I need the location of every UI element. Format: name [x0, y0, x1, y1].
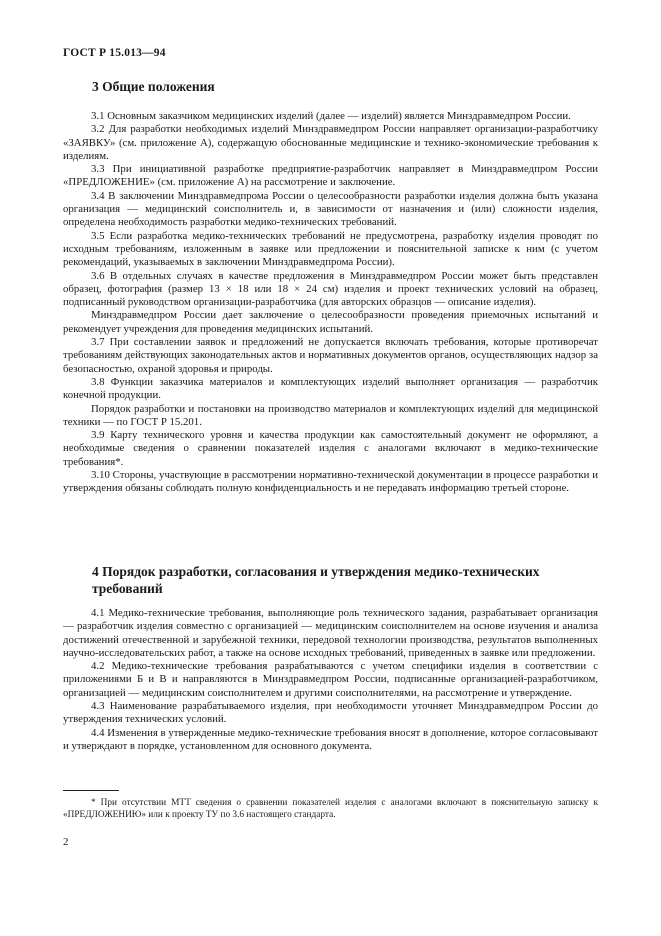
paragraph-3-4: 3.4 В заключении Минздравмедпрома России о целесообразности разработки изделия должна быть указана организация — медицинский соисполнитель и, в зависимости от назначения и (или) сложности изделия, определена необходимость разработки медико-технических требований. [63, 189, 598, 229]
paragraph-3-8: 3.8 Функции заказчика материалов и комплектующих изделий выполняет организация — разработчик конечной продукции. [63, 375, 598, 402]
paragraph-3-3: 3.3 При инициативной разработке предприятие-разработчик направляет в Минздравмедпром России «ПРЕДЛОЖЕНИЕ» (см. приложение А) на рассмотрение и заключение. [63, 163, 598, 189]
paragraph-4-3: 4.3 Наименование разрабатываемого изделия, при необходимости уточняет Минздравмедпром России до утверждения технических условий. [63, 700, 598, 726]
paragraph-3-6: 3.6 В отдельных случаях в качестве предложения в Минздравмедпром России может быть представлен образец, фотография (размер 13 × 18 или 18 × 24 см) изделия и проект технических условий на образец, подписанный руководством организации-разработчика (для авторских образцов — описание изделия). [63, 269, 598, 309]
paragraph-3-8-cont: Порядок разработки и постановки на производство материалов и комплектующих изделий для медицинской техники — по ГОСТ Р 15.201. [63, 402, 598, 428]
section-4-body [63, 607, 598, 753]
section-3-title: 3 Общие положения [92, 79, 215, 94]
paragraph-3-9: 3.9 Карту технического уровня и качества продукции как самостоятельный документ не оформляют, а необходимые сведения о сравнении показателей изделия с аналогами включают в медико-технические требования*. [63, 429, 598, 468]
paragraph-3-2: 3.2 Для разработки необходимых изделий Минздравмедпром России направляет организации-разработчику «ЗАЯВКУ» (см. приложение А), содержащую обоснованные медицинские и технико-экономические требования к изделиям. [63, 123, 598, 162]
paragraph-4-1: 4.1 Медико-технические требования, выполняющие роль технического задания, разрабатывает организация — разработчик изделия совместно с организацией — медицинским соисполнителем на основе изучения и анализа достижений отечественной и зарубежной техники, передовой технологии производства, результатов выполненных научно-исследовательских работ, а также на основе исходных требований, приведенных в заявке или предложении. [63, 607, 598, 659]
section-3-body [63, 110, 598, 496]
page-number: 2 [63, 836, 69, 848]
paragraph-3-6-cont: Минздравмедпром России дает заключение о целесообразности проведения приемочных испытаний и рекомендует учреждения для проведения медицинских испытаний. [63, 309, 598, 335]
paragraph-3-7: 3.7 При составлении заявок и предложений не допускается включать требования, которые противоречат требованиям действующих законодательных актов и нормативных документов органов, осуществляющих надзор за безопасностью, охраной здоровья и природы. [63, 336, 598, 375]
paragraph-3-10: 3.10 Стороны, участвующие в рассмотрении нормативно-технической документации в процессе разработки и утверждения обязаны соблюдать полную конфиденциальность и не передавать информацию третьей стороне. [63, 469, 598, 495]
footnote-divider [63, 790, 119, 791]
paragraph-3-1: 3.1 Основным заказчиком медицинских изделий (далее — изделий) является Минздравмедпром России. [91, 110, 571, 122]
document-code: ГОСТ Р 15.013—94 [63, 47, 166, 59]
paragraph-3-5: 3.5 Если разработка медико-технических требований не предусмотрена, разработку изделия проводят по исходным требованиям, изложенным в заявке или предложении и пояснительной записке к ним (с учетом рекомендаций, указываемых в заключении Минздравмедпрома России). [63, 229, 598, 269]
footnote: * При отсутствии МТТ сведения о сравнении показателей изделия с аналогами включают в пояснительную записку к «ПРЕДЛОЖЕНИЮ» или к проекту ТУ по 3.6 настоящего стандарта. [63, 798, 598, 820]
section-4-title: 4 Порядок разработки, согласования и утверждения медико-технических требований [92, 564, 540, 596]
paragraph-4-2: 4.2 Медико-технические требования разрабатываются с учетом специфики изделия в соответствии с приложениями Б и В и направляются в Минздравмедпром России, подписанные организацией-разработчиком, организацией — медицинским соисполнителем и другими соисполнителями, на рассмотрение и утверждение. [63, 660, 598, 699]
paragraph-4-4: 4.4 Изменения в утвержденные медико-технические требования вносят в дополнение, которое согласовывают и утверждают в порядке, установленном для основного документа. [63, 726, 598, 752]
